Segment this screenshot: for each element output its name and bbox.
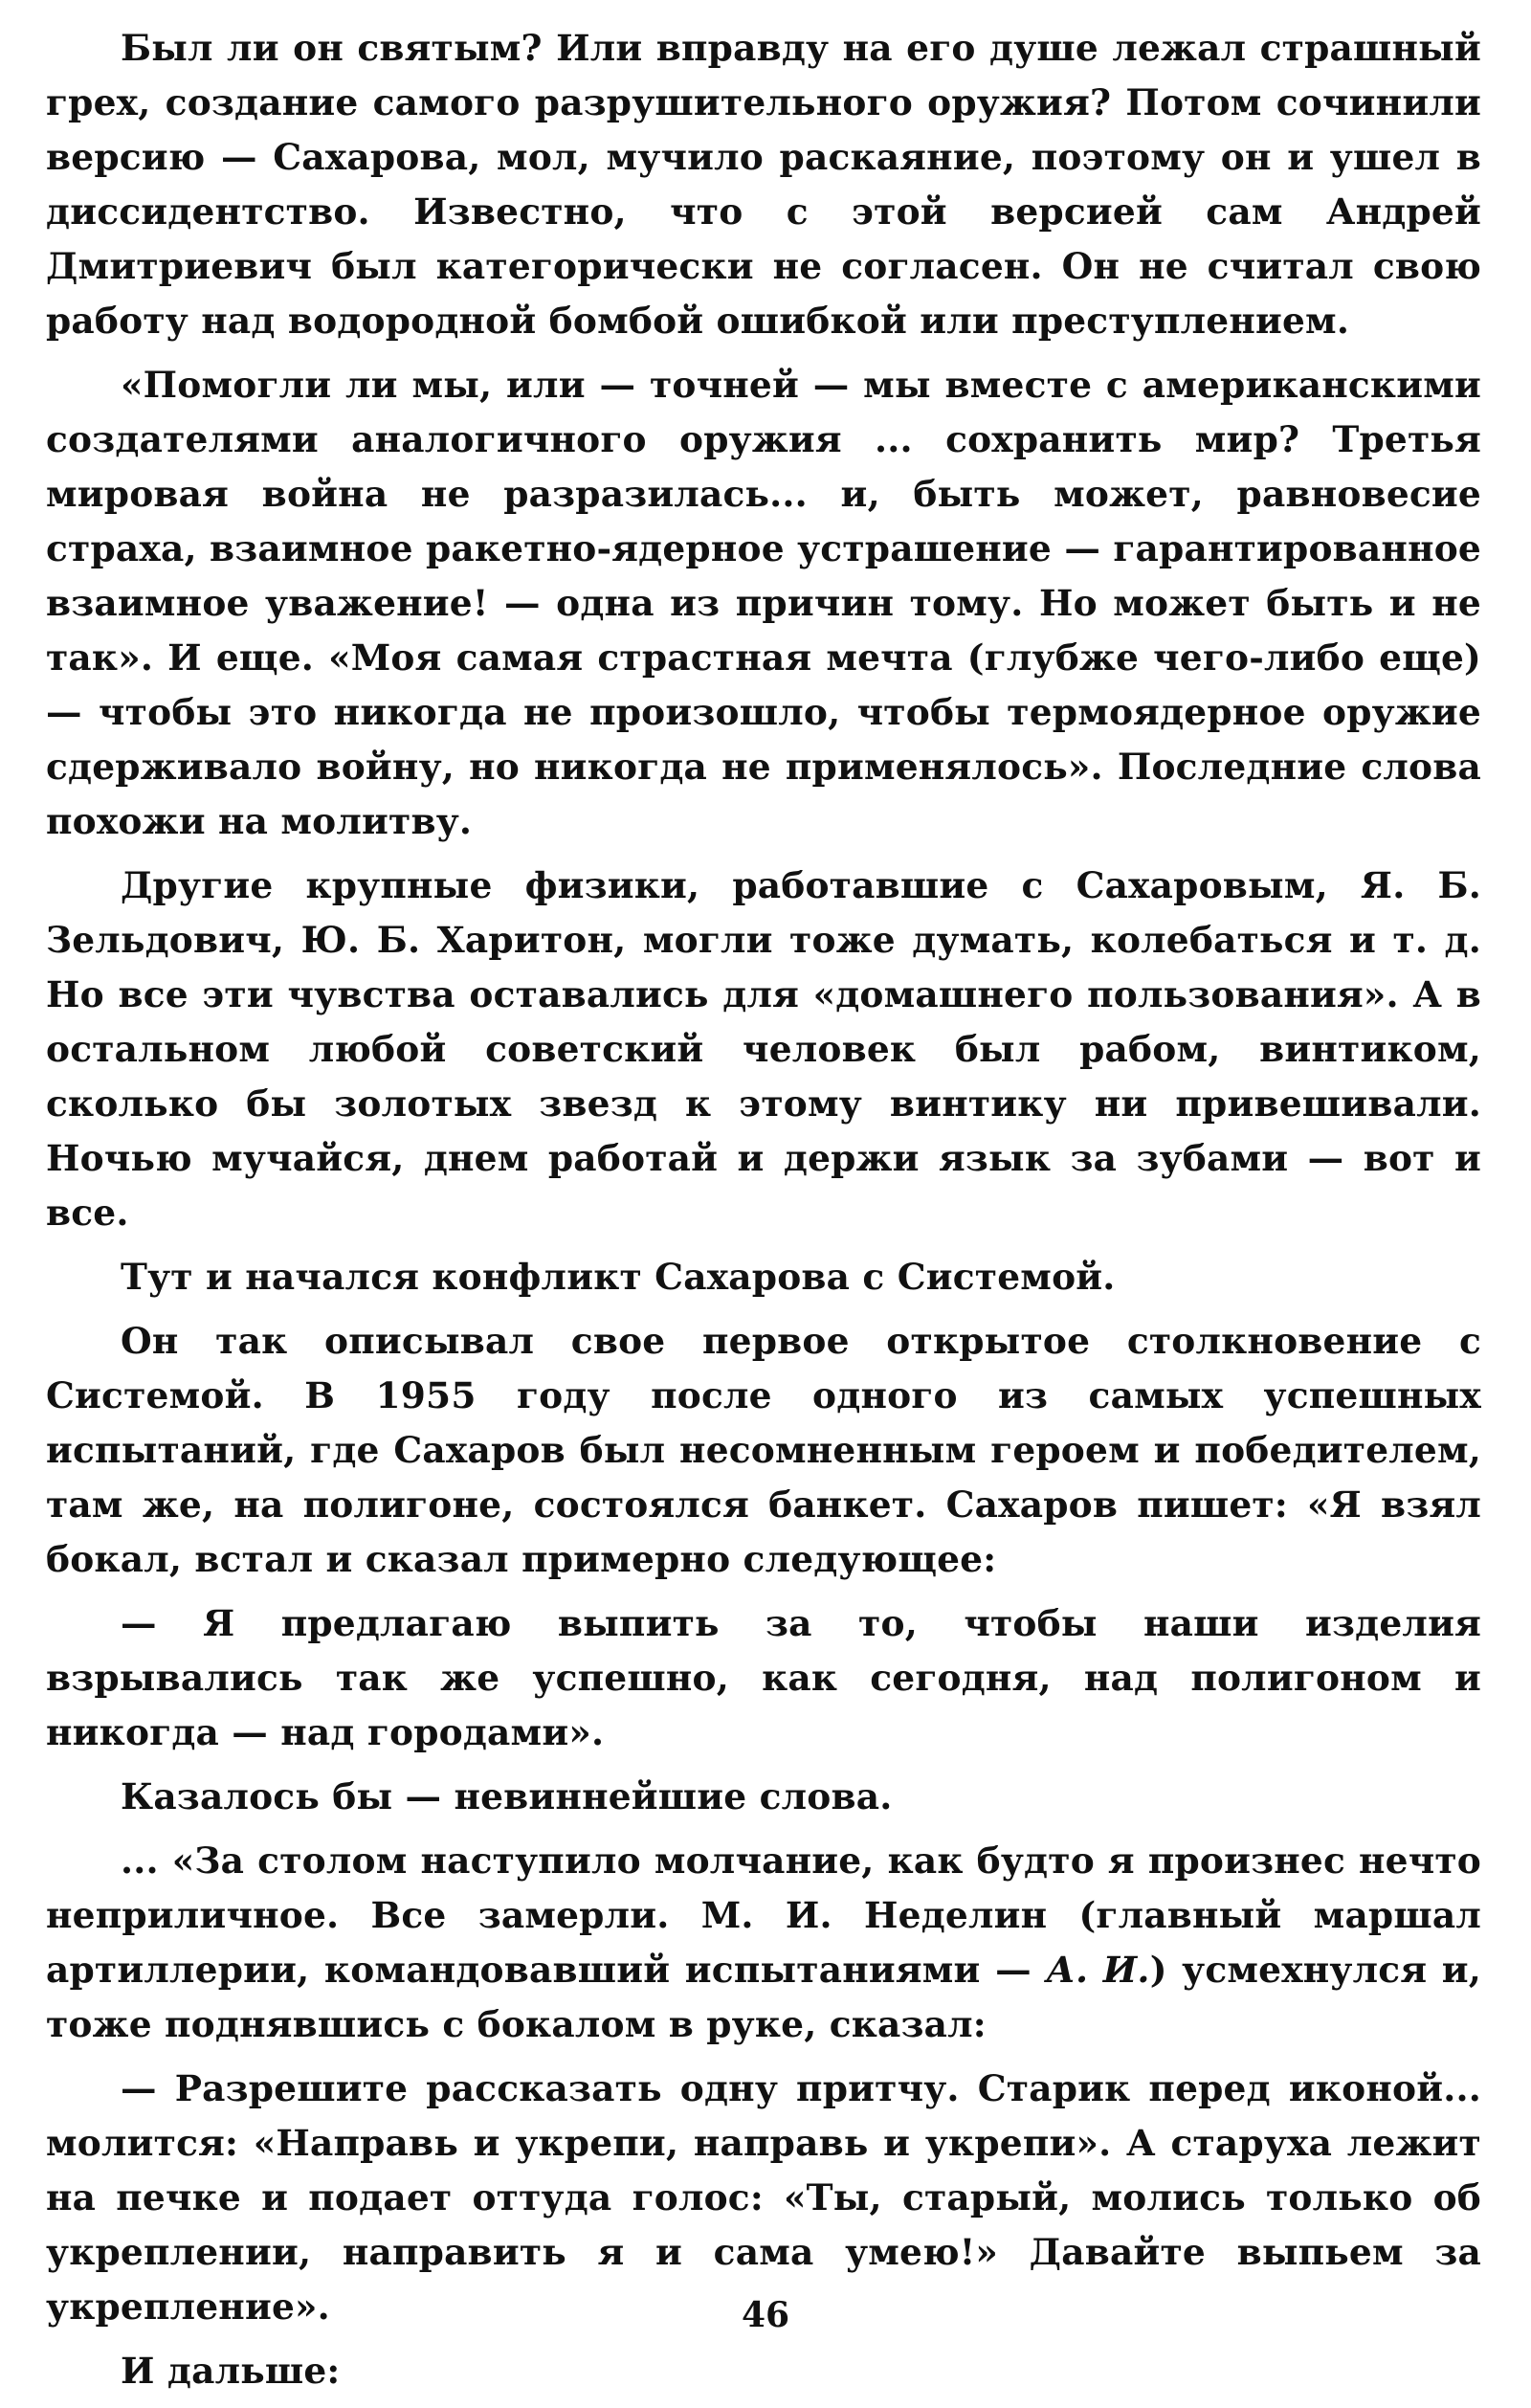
silence-text-before: ... «За столом наступило молчание, как будто я произнес нечто неприличное. Все замерли. М. И. Неделин (главный маршал артиллерии, командовавший испытаниями — bbox=[46, 1839, 1481, 1991]
paragraph-parable: — Разрешите рассказать одну притчу. Старик перед иконой... молится: «Направь и укрепи, направь и укрепи». А старуха лежит на печке и подает оттуда голос: «Ты, старый, молись только об укреплении, направить я и сама умею!» Давайте выпьем за укрепление». bbox=[46, 2067, 1481, 2328]
paragraph-toast: — Я предлагаю выпить за то, чтобы наши изделия взрывались так же успешно, как сегодня, над полигоном и никогда — над городами». bbox=[46, 1602, 1481, 1753]
page-number: 46 bbox=[741, 2295, 790, 2335]
paragraph-sakharov-saint: Был ли он святым? Или вправду на его душе лежал страшный грех, создание самого разрушительного оружия? Потом сочинили версию — Сахарова, мол, мучило раскаяние, поэтому он и ушел в диссидентство. Известно, что с этой версией сам Андрей Дмитриевич был категорически не согласен. Он не считал свою работу над водородной бомбой ошибкой или преступлением. bbox=[46, 27, 1481, 342]
paragraph-further: И дальше: bbox=[121, 2350, 341, 2392]
page-body bbox=[46, 21, 1481, 2408]
paragraph-silence bbox=[46, 1834, 1481, 2052]
silence-text-after: ) усмехнулся и, тоже поднявшись с бокалом в руке, сказал: bbox=[46, 1949, 1481, 2045]
paragraph-quote-peace: «Помогли ли мы, или — точней — мы вместе с американскими создателями аналогичного оружия ... сохранить мир? Третья мировая война не разразилась... и, быть может, равновесие страха, взаимное ракетно-ядерное устрашение — гарантированное взаимное уважение! — одна из причин тому. Но может быть и не так». И еще. «Моя самая страстная мечта (глубже чего-либо еще) — чтобы это никогда не произошло, чтобы термоядерное оружие сдерживало войну, но никогда не применялось». Последние слова похожи на молитву. bbox=[46, 364, 1481, 842]
paragraph-conflict-start: Тут и начался конфликт Сахарова с Системой. bbox=[121, 1256, 1116, 1298]
paragraph-innocent-words: Казалось бы — невиннейшие слова. bbox=[121, 1775, 893, 1817]
author-initials: А. И. bbox=[1046, 1949, 1150, 1991]
paragraph-other-physicists: Другие крупные физики, работавшие с Сахаровым, Я. Б. Зельдович, Ю. Б. Харитон, могли тоже думать, колебаться и т. д. Но все эти чувства оставались для «домашнего пользования». А в остальном любой советский человек был рабом, винтиком, сколько бы золотых звезд к этому винтику ни привешивали. Ночью мучайся, днем работай и держи язык за зубами — вот и все. bbox=[46, 864, 1481, 1234]
paragraph-first-clash: Он так описывал свое первое открытое столкновение с Системой. В 1955 году после одного из самых успешных испытаний, где Сахаров был несомненным героем и победителем, там же, на полигоне, состоялся банкет. Сахаров пишет: «Я взял бокал, встал и сказал примерно следующее: bbox=[46, 1320, 1481, 1580]
